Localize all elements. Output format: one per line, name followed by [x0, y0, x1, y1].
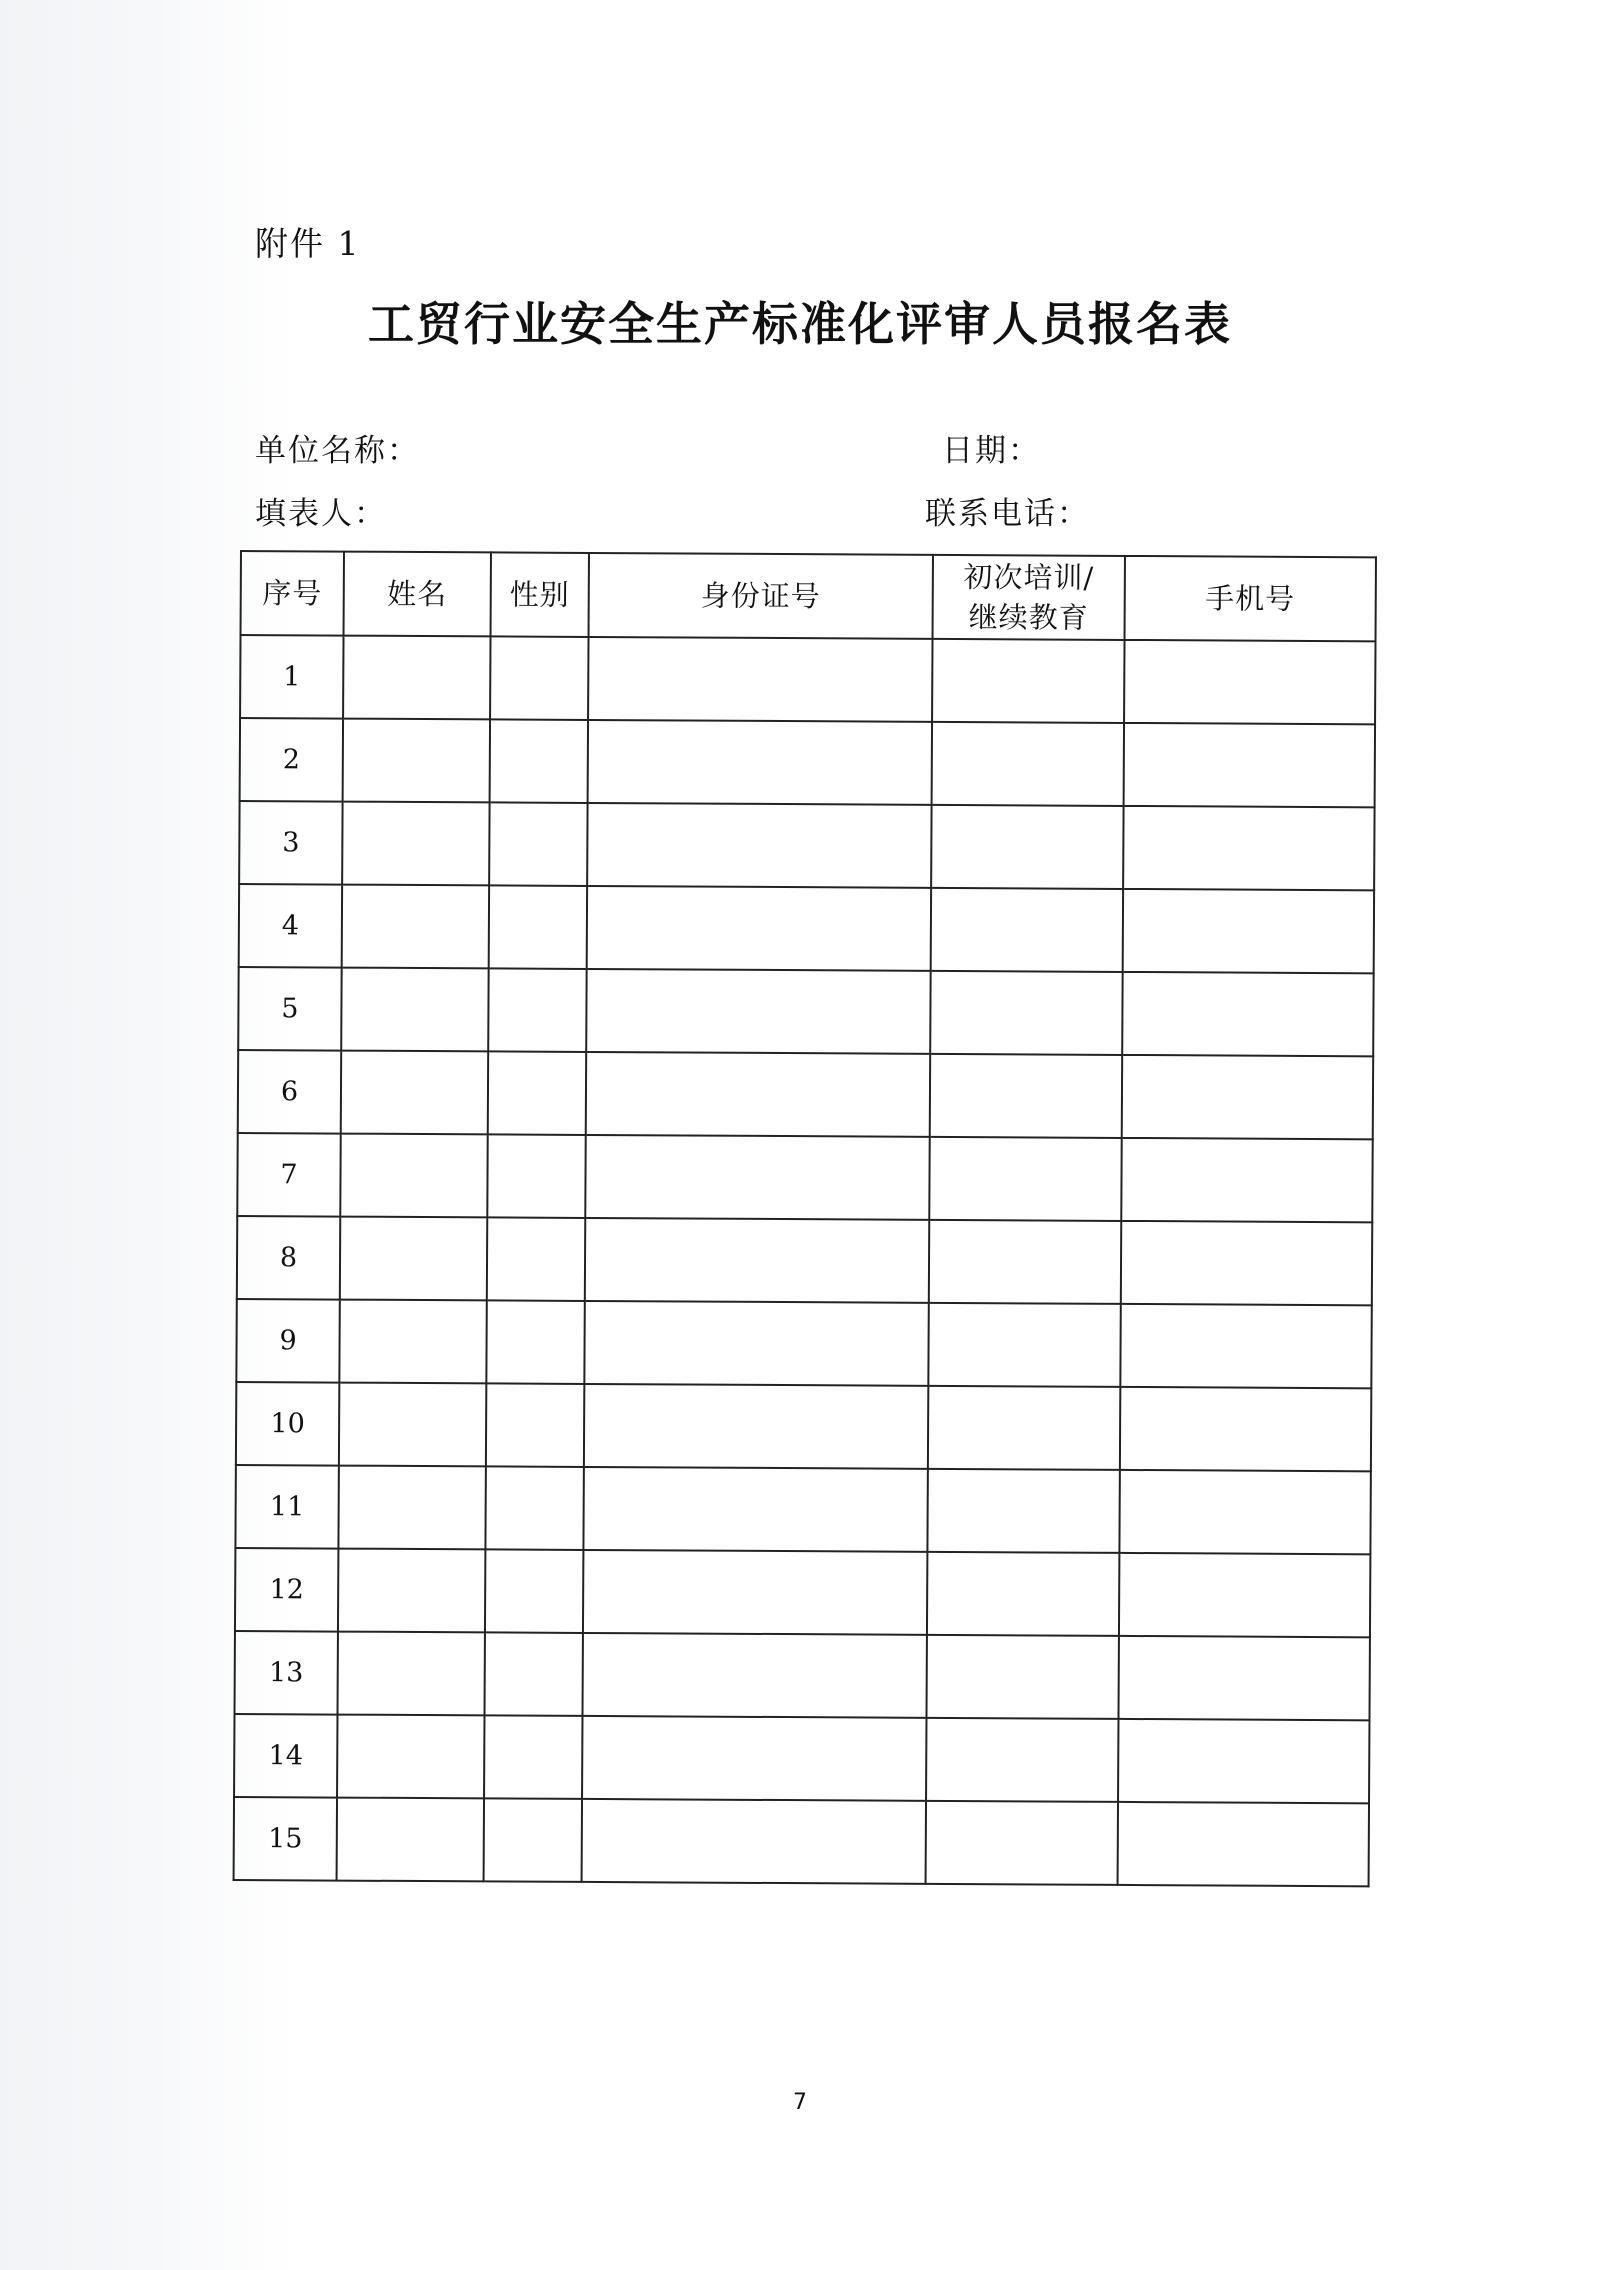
- gender-cell[interactable]: [487, 1134, 585, 1218]
- id-number-cell[interactable]: [582, 1716, 926, 1801]
- name-cell[interactable]: [338, 1549, 485, 1633]
- mobile-cell[interactable]: [1119, 1553, 1370, 1637]
- name-cell[interactable]: [339, 1383, 486, 1467]
- gender-cell[interactable]: [484, 1632, 582, 1716]
- id-number-cell[interactable]: [587, 886, 931, 971]
- mobile-cell[interactable]: [1119, 1470, 1370, 1554]
- training-type-cell[interactable]: [932, 639, 1124, 723]
- name-cell[interactable]: [343, 636, 490, 720]
- row-number: 8: [237, 1216, 340, 1300]
- mobile-cell[interactable]: [1124, 723, 1375, 807]
- name-cell[interactable]: [337, 1715, 484, 1799]
- id-number-cell[interactable]: [582, 1633, 926, 1718]
- gender-cell[interactable]: [484, 1715, 582, 1799]
- row-number: 14: [234, 1714, 337, 1798]
- name-cell[interactable]: [338, 1466, 485, 1550]
- mobile-cell[interactable]: [1123, 806, 1374, 890]
- row-number: 4: [239, 884, 342, 968]
- gender-cell[interactable]: [488, 1051, 586, 1135]
- mobile-cell[interactable]: [1122, 1055, 1373, 1139]
- name-cell[interactable]: [340, 1134, 487, 1218]
- name-cell[interactable]: [342, 885, 489, 969]
- training-type-cell[interactable]: [928, 1303, 1120, 1387]
- id-number-cell[interactable]: [586, 1052, 930, 1137]
- id-number-cell[interactable]: [587, 803, 931, 888]
- training-type-cell[interactable]: [929, 1137, 1121, 1221]
- row-number: 2: [240, 718, 343, 802]
- mobile-cell[interactable]: [1120, 1387, 1371, 1471]
- mobile-cell[interactable]: [1118, 1636, 1369, 1720]
- gender-cell[interactable]: [486, 1383, 584, 1467]
- mobile-cell[interactable]: [1120, 1304, 1371, 1388]
- table-row: [236, 1382, 1371, 1471]
- mobile-cell[interactable]: [1118, 1802, 1369, 1886]
- row-number: 7: [237, 1133, 340, 1217]
- unit-name-label: 单位名称：: [255, 433, 420, 469]
- table-row: [235, 1548, 1370, 1637]
- name-cell[interactable]: [342, 802, 489, 886]
- row-number: 10: [236, 1382, 339, 1466]
- training-type-cell[interactable]: [926, 1718, 1118, 1802]
- training-type-cell[interactable]: [931, 888, 1123, 972]
- row-number: 15: [234, 1797, 337, 1881]
- table-row: [239, 801, 1374, 890]
- table-row: [235, 1465, 1370, 1554]
- row-number: 12: [235, 1548, 338, 1632]
- header-name: 姓名: [344, 552, 491, 637]
- gender-cell[interactable]: [486, 1300, 584, 1384]
- table-row: [237, 1133, 1372, 1222]
- id-number-cell[interactable]: [583, 1467, 927, 1552]
- name-cell[interactable]: [341, 968, 488, 1052]
- table-row: [240, 635, 1375, 724]
- row-number: 9: [236, 1299, 339, 1383]
- id-number-cell[interactable]: [585, 1218, 929, 1303]
- gender-cell[interactable]: [484, 1798, 582, 1882]
- registration-table: [233, 550, 1377, 1887]
- name-cell[interactable]: [337, 1632, 484, 1716]
- id-number-cell[interactable]: [584, 1384, 928, 1469]
- row-number: 5: [238, 967, 341, 1051]
- training-type-cell[interactable]: [926, 1635, 1118, 1719]
- training-type-cell[interactable]: [928, 1386, 1120, 1470]
- table-row: [240, 718, 1375, 807]
- name-cell[interactable]: [340, 1217, 487, 1301]
- header-seq: 序号: [241, 551, 344, 636]
- gender-cell[interactable]: [488, 968, 586, 1052]
- table-header-row: [241, 551, 1376, 641]
- id-number-cell[interactable]: [583, 1550, 927, 1635]
- name-cell[interactable]: [341, 1051, 488, 1135]
- mobile-cell[interactable]: [1124, 640, 1375, 724]
- training-type-cell[interactable]: [932, 722, 1124, 806]
- name-cell[interactable]: [339, 1300, 486, 1384]
- gender-cell[interactable]: [490, 636, 588, 720]
- training-type-cell[interactable]: [931, 805, 1123, 889]
- row-number: 1: [240, 635, 343, 719]
- training-type-cell[interactable]: [930, 971, 1122, 1055]
- row-number: 3: [239, 801, 342, 885]
- page-number: 7: [793, 2090, 807, 2115]
- header-training-type: 初次培训/ 继续教育: [933, 555, 1125, 640]
- mobile-cell[interactable]: [1121, 1138, 1372, 1222]
- attachment-label: 附件 1: [255, 224, 361, 263]
- mobile-cell[interactable]: [1121, 1221, 1372, 1305]
- id-number-cell[interactable]: [584, 1301, 928, 1386]
- id-number-cell[interactable]: [586, 969, 930, 1054]
- gender-cell[interactable]: [487, 1217, 585, 1301]
- id-number-cell[interactable]: [588, 637, 932, 722]
- training-type-cell[interactable]: [927, 1469, 1119, 1553]
- gender-cell[interactable]: [485, 1466, 583, 1550]
- gender-cell[interactable]: [489, 802, 587, 886]
- training-type-cell[interactable]: [926, 1801, 1118, 1885]
- id-number-cell[interactable]: [585, 1135, 929, 1220]
- gender-cell[interactable]: [490, 719, 588, 803]
- training-type-cell[interactable]: [930, 1054, 1122, 1138]
- gender-cell[interactable]: [489, 885, 587, 969]
- mobile-cell[interactable]: [1118, 1719, 1369, 1803]
- name-cell[interactable]: [343, 719, 490, 803]
- table-row: [238, 1050, 1373, 1139]
- training-type-cell[interactable]: [927, 1552, 1119, 1636]
- form-title: 工贸行业安全生产标准化评审人员报名表: [368, 297, 1232, 351]
- table-body: [234, 635, 1376, 1886]
- header-gender: 性别: [491, 552, 589, 637]
- header-mobile: 手机号: [1125, 556, 1376, 641]
- mobile-cell[interactable]: [1122, 972, 1373, 1056]
- gender-cell[interactable]: [485, 1549, 583, 1633]
- contact-phone-label: 联系电话：: [925, 496, 1090, 532]
- table-row: [234, 1797, 1369, 1886]
- table-row: [239, 884, 1374, 973]
- table-row: [234, 1714, 1369, 1803]
- table-row: [237, 1216, 1372, 1305]
- mobile-cell[interactable]: [1123, 889, 1374, 973]
- table-row: [234, 1631, 1369, 1720]
- table-row: [238, 967, 1373, 1056]
- training-type-cell[interactable]: [929, 1220, 1121, 1304]
- row-number: 13: [234, 1631, 337, 1715]
- date-label: 日期：: [942, 433, 1041, 469]
- row-number: 6: [238, 1050, 341, 1134]
- id-number-cell[interactable]: [582, 1799, 926, 1884]
- header-id-number: 身份证号: [589, 553, 933, 639]
- filled-by-label: 填表人：: [255, 496, 387, 532]
- table-row: [236, 1299, 1371, 1388]
- id-number-cell[interactable]: [588, 720, 932, 805]
- name-cell[interactable]: [337, 1798, 484, 1882]
- row-number: 11: [235, 1465, 338, 1549]
